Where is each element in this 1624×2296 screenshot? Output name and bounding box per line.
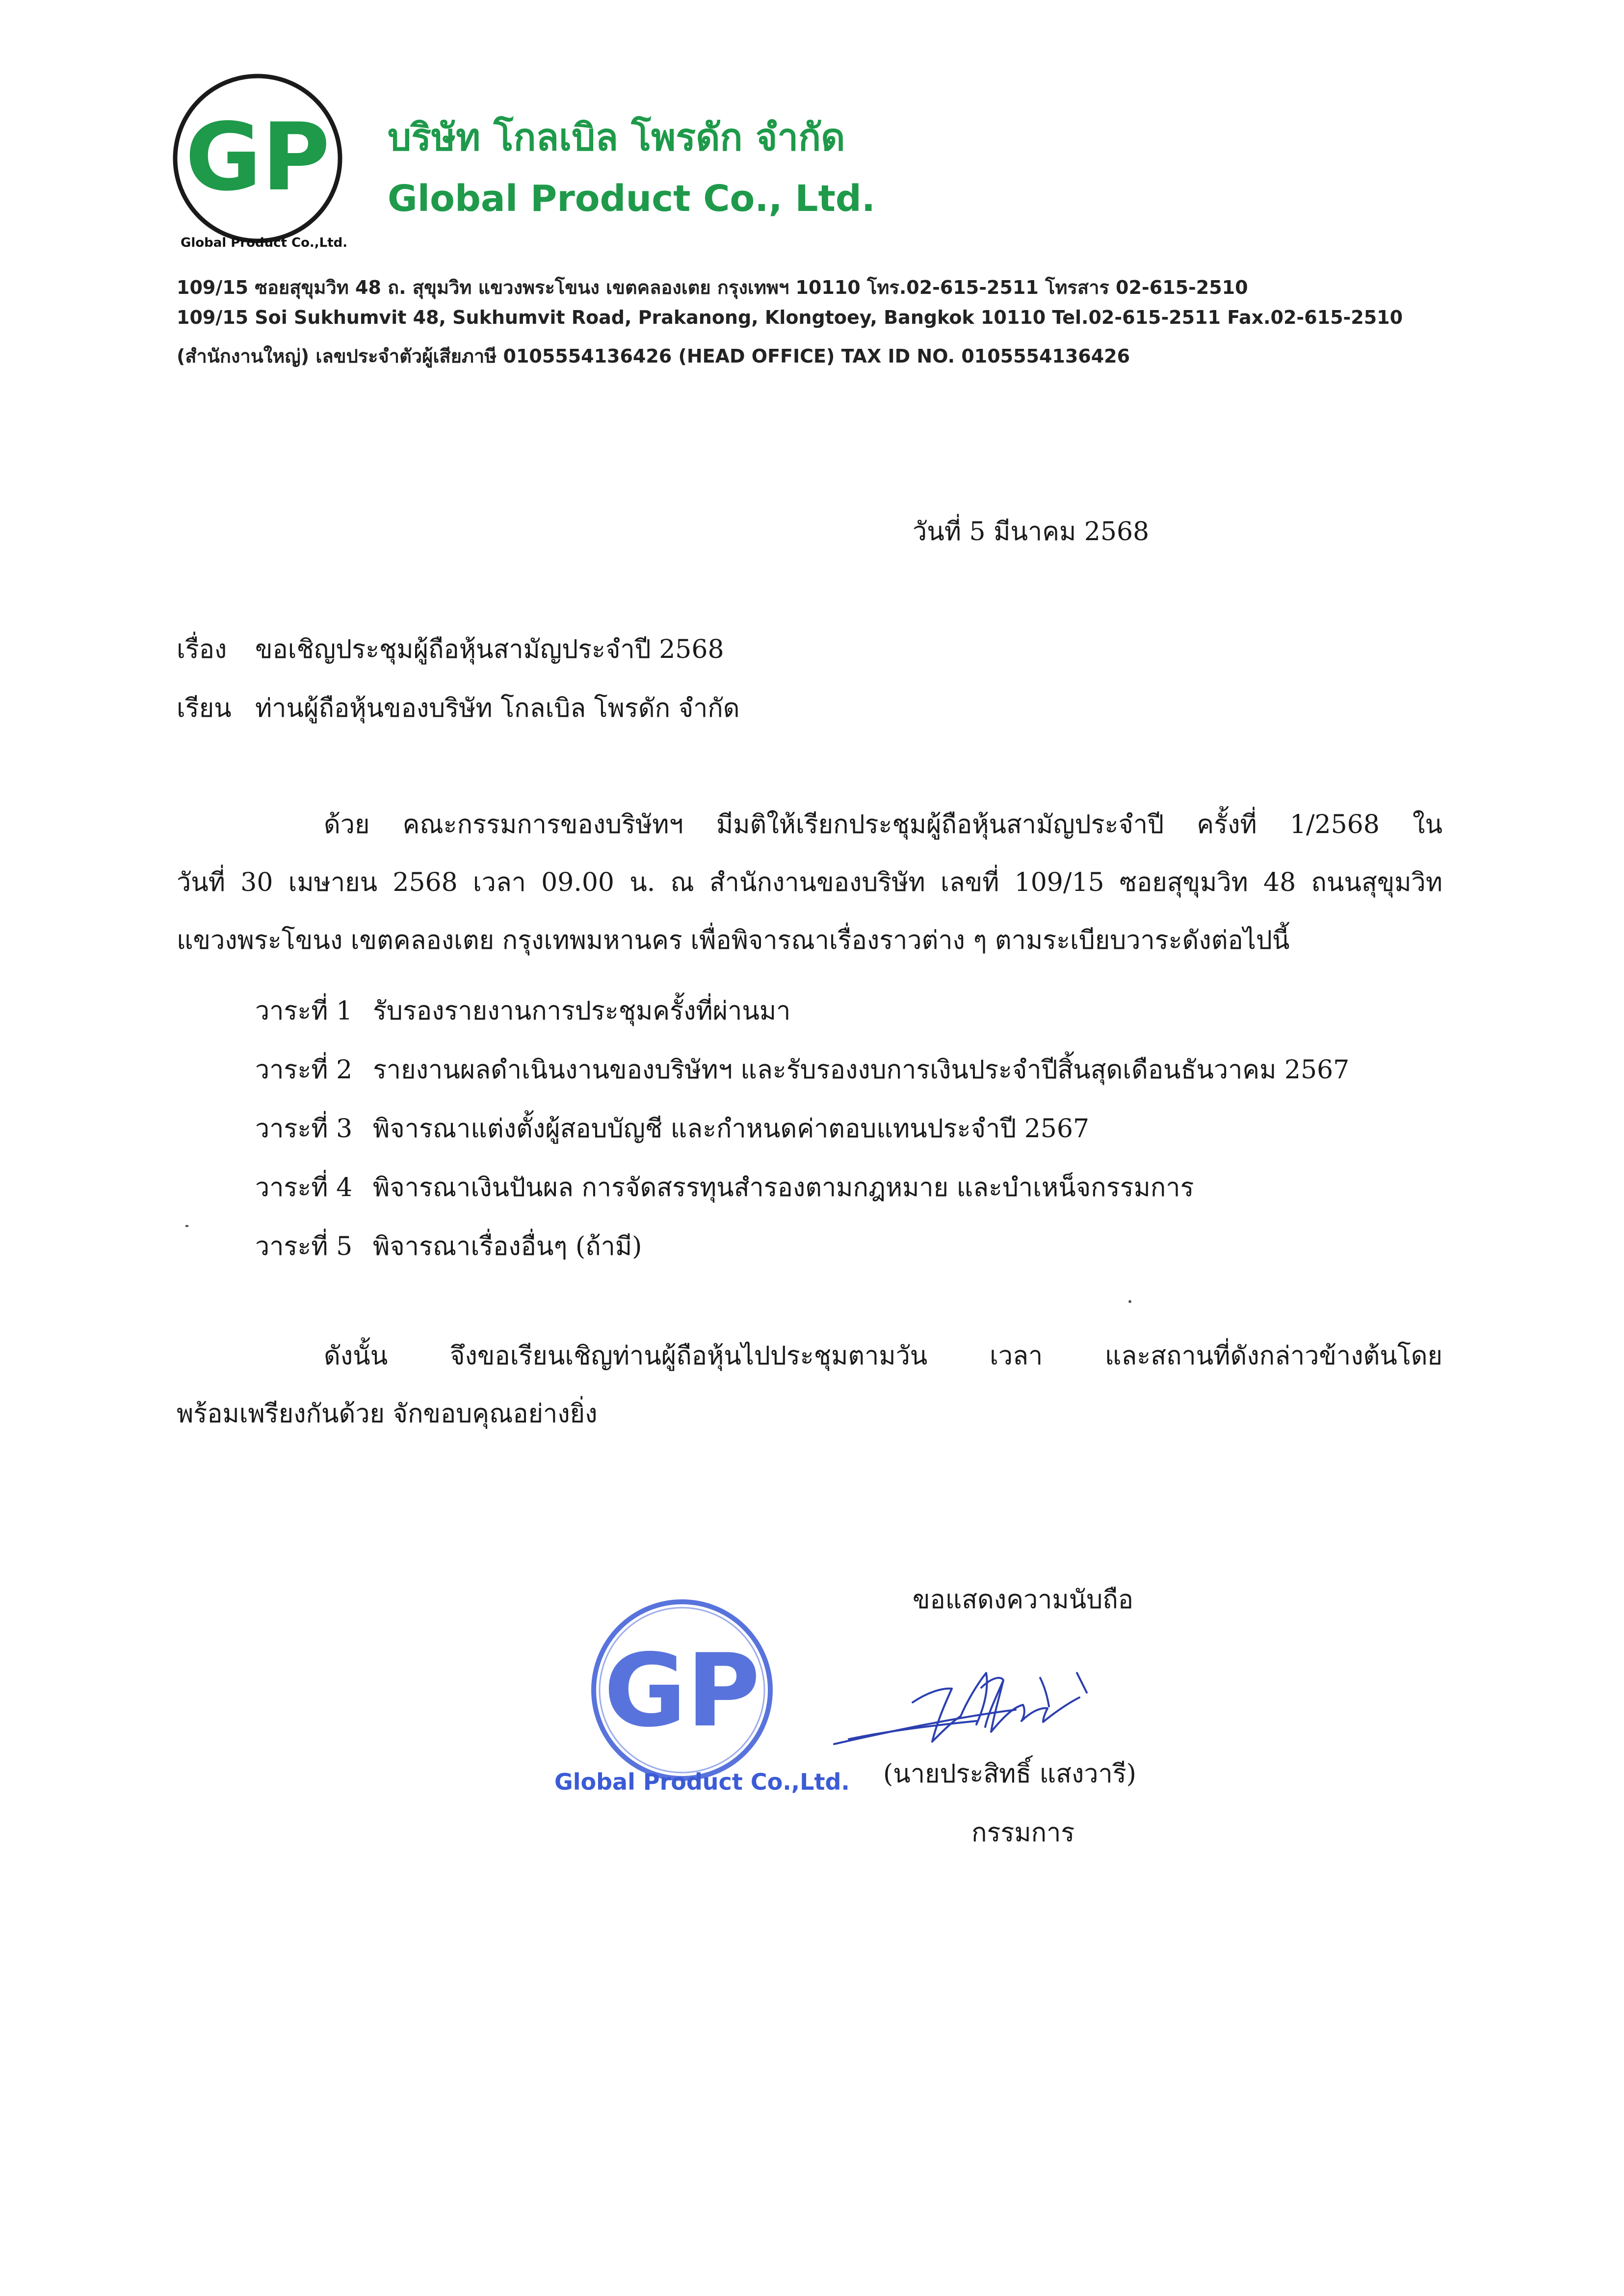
logo-caption: Global Product Co.,Ltd. — [181, 235, 348, 250]
stamp-text: GP — [603, 1633, 760, 1749]
recipient-label: เรียน — [177, 694, 232, 723]
closing-line: ดังนั้น จึงขอเรียนเชิญท่านผู้ถือหุ้นไปประชุมตามวัน เวลา และสถานที่ดังกล่าวข้างต้นโดย — [324, 1341, 1442, 1371]
address-thai: 109/15 ซอยสุขุมวิท 48 ถ. สุขุมวิท แขวงพระโขนง เขตคลองเตย กรุงเทพฯ 10110 โทร.02-615-2511 โทรสาร 02-615-2510 — [177, 277, 1248, 298]
agenda-text: พิจารณาแต่งตั้งผู้สอบบัญชี และกำหนดค่าตอบแทนประจำปี 2567 — [373, 1114, 1090, 1144]
intro-line: ด้วย คณะกรรมการของบริษัทฯ มีมติให้เรียกประชุมผู้ถือหุ้นสามัญประจำปี ครั้งที่ 1/2568 ใน — [324, 810, 1442, 839]
scan-speck — [185, 1225, 188, 1227]
closing-line: พร้อมเพรียงกันด้วย จักขอบคุณอย่างยิ่ง — [177, 1399, 598, 1429]
agenda-text: รายงานผลดำเนินงานของบริษัทฯ และรับรองงบการเงินประจำปีสิ้นสุดเดือนธันวาคม 2567 — [373, 1055, 1350, 1085]
signatory-position: กรรมการ — [971, 1818, 1075, 1848]
agenda-number: วาระที่ 4 — [255, 1173, 353, 1202]
agenda-item — [255, 1167, 1194, 1207]
company-name-english: Global Product Co., Ltd. — [388, 178, 875, 220]
address-english: 109/15 Soi Sukhumvit 48, Sukhumvit Road, Prakanong, Klongtoey, Bangkok 10110 Tel.02-615-2511 Fax.02-615-2510 — [177, 307, 1403, 328]
subject-label: เรื่อง — [177, 635, 227, 664]
agenda-item — [255, 990, 790, 1031]
agenda-item — [255, 1226, 642, 1266]
recipient-text: ท่านผู้ถือหุ้นของบริษัท โกลเบิล โพรดัก จำกัด — [255, 694, 740, 723]
agenda-item — [255, 1049, 1349, 1090]
logo-text: GP — [185, 103, 330, 211]
intro-line: วันที่ 30 เมษายน 2568 เวลา 09.00 น. ณ สำนักงานของบริษัท เลขที่ 109/15 ซอยสุขุมวิท 48 ถนนสุขุมวิท — [177, 868, 1442, 897]
subject-text: ขอเชิญประชุมผู้ถือหุ้นสามัญประจำปี 2568 — [255, 635, 724, 664]
agenda-text: พิจารณาเรื่องอื่นๆ (ถ้ามี) — [373, 1232, 642, 1261]
regards-text: ขอแสดงความนับถือ — [913, 1585, 1133, 1615]
agenda-number: วาระที่ 1 — [255, 996, 353, 1026]
agenda-text: พิจารณาเงินปันผล การจัดสรรทุนสำรองตามกฎหมาย และบำเหน็จกรรมการ — [373, 1173, 1194, 1202]
agenda-text: รับรองรายงานการประชุมครั้งที่ผ่านมา — [373, 996, 791, 1026]
handwritten-signature — [829, 1658, 1124, 1771]
agenda-number: วาระที่ 5 — [255, 1232, 353, 1261]
company-stamp — [589, 1597, 775, 1783]
agenda-number: วาระที่ 2 — [255, 1055, 353, 1085]
company-name-thai: บริษัท โกลเบิล โพรดัก จำกัด — [388, 115, 845, 159]
signatory-name: (นายประสิทธิ์ แสงวารี) — [883, 1759, 1136, 1789]
agenda-number: วาระที่ 3 — [255, 1114, 353, 1144]
letter-date: วันที่ 5 มีนาคม 2568 — [913, 517, 1150, 547]
agenda-item — [255, 1108, 1089, 1148]
intro-line: แขวงพระโขนง เขตคลองเตย กรุงเทพมหานคร เพื่อพิจารณาเรื่องราวต่าง ๆ ตามระเบียบวาระดังต่อไปนี้ — [177, 926, 1290, 955]
company-logo — [172, 73, 343, 244]
stamp-caption: Global Product Co.,Ltd. — [554, 1769, 850, 1795]
scan-speck — [1128, 1300, 1131, 1303]
tax-id-line: (สำนักงานใหญ่) เลขประจำตัวผู้เสียภาษี 0105554136426 (HEAD OFFICE) TAX ID NO. 0105554136426 — [177, 345, 1130, 367]
